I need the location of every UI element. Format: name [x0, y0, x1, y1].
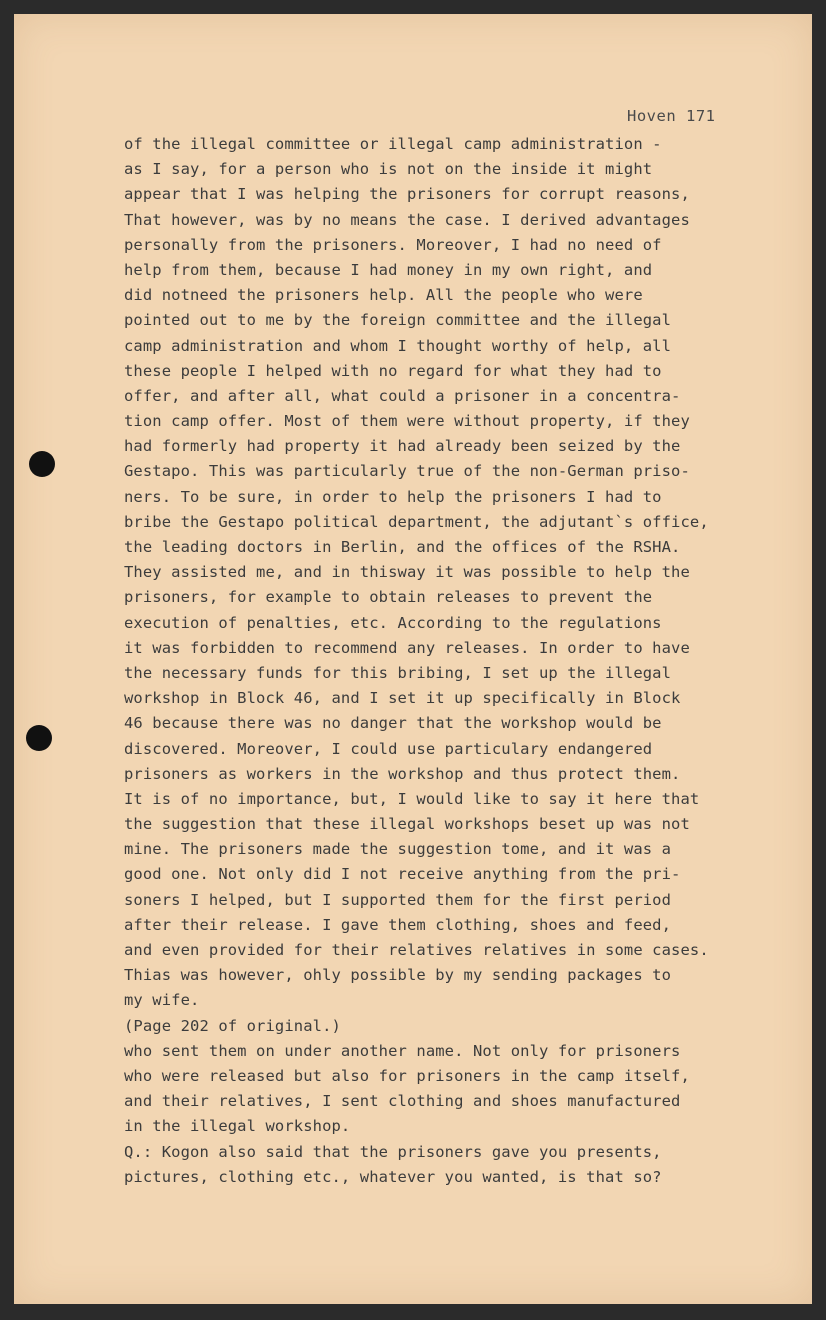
text-line: pictures, clothing etc., whatever you wanted, is that so? — [124, 1167, 662, 1186]
text-line: had formerly had property it had already been seized by the — [124, 437, 681, 456]
text-line: the suggestion that these illegal workshops beset up was not — [124, 815, 690, 834]
text-line: pointed out to me by the foreign committee and the illegal — [124, 311, 672, 330]
body-text — [124, 132, 764, 1190]
text-line: Gestapo. This was particularly true of the non-German priso- — [124, 462, 690, 481]
text-line: execution of penalties, etc. According to the regulations — [124, 613, 662, 632]
text-line: the leading doctors in Berlin, and the offices of the RSHA. — [124, 538, 681, 556]
text-line: personally from the prisoners. Moreover, I had no need of — [124, 235, 662, 254]
text-line: in the illegal workshop. — [124, 1117, 351, 1136]
text-line: appear that I was helping the prisoners for corrupt reasons, — [124, 185, 690, 204]
text-line: my wife. — [124, 991, 200, 1010]
text-line: offer, and after all, what could a prisoner in a concentra- — [124, 386, 681, 405]
text-line: who sent them on under another name. Not only for prisoners — [124, 1041, 681, 1060]
text-line: help from them, because I had money in my own right, and — [124, 260, 653, 279]
text-line: and their relatives, I sent clothing and shoes manufactured — [124, 1092, 681, 1111]
text-line: prisoners as workers in the workshop and thus protect them. — [124, 764, 681, 783]
text-line: They assisted me, and in thisway it was possible to help the — [124, 563, 690, 582]
text-line: the necessary funds for this bribing, I set up the illegal — [124, 663, 672, 682]
text-line: did notneed the prisoners help. All the people who were — [124, 286, 643, 305]
text-line: prisoners, for example to obtain releases to prevent the — [124, 588, 653, 607]
text-line: bribe the Gestapo political department, the adjutant`s office, — [124, 512, 709, 531]
text-line: camp administration and whom I thought worthy of help, all — [124, 336, 672, 355]
text-line: It is of no importance, but, I would like to say it here that — [124, 789, 700, 808]
text-line: after their release. I gave them clothing, shoes and feed, — [124, 915, 672, 934]
text-line: soners I helped, but I supported them for the first period — [124, 890, 672, 909]
punch-hole — [26, 725, 52, 751]
text-line: it was forbidden to recommend any releases. In order to have — [124, 638, 690, 657]
text-line: That however, was by no means the case. I derived advantages — [124, 210, 690, 229]
text-line: who were released but also for prisoners in the camp itself, — [124, 1066, 690, 1085]
text-line: discovered. Moreover, I could use particulary endangered — [124, 739, 653, 758]
text-line: these people I helped with no regard for what they had to — [124, 361, 662, 380]
text-line: 46 because there was no danger that the workshop would be — [124, 714, 662, 733]
text-line: good one. Not only did I not receive anything from the pri- — [124, 865, 681, 884]
text-line: mine. The prisoners made the suggestion tome, and it was a — [124, 840, 672, 859]
text-line: as I say, for a person who is not on the inside it might — [124, 160, 653, 179]
text-line: Q.: Kogon also said that the prisoners gave you presents, — [124, 1142, 662, 1161]
document-page — [14, 14, 812, 1304]
text-line: (Page 202 of original.) — [124, 1016, 341, 1035]
punch-hole — [29, 451, 55, 477]
text-line: tion camp offer. Most of them were without property, if they — [124, 412, 690, 431]
page-number: Hoven 171 — [627, 107, 716, 125]
text-line: and even provided for their relatives relatives in some cases. — [124, 941, 709, 959]
text-line: of the illegal committee or illegal camp administration - — [124, 135, 662, 153]
text-line: ners. To be sure, in order to help the prisoners I had to — [124, 487, 662, 506]
text-line: workshop in Block 46, and I set it up specifically in Block — [124, 689, 681, 708]
text-line: Thias was however, ohly possible by my sending packages to — [124, 966, 672, 985]
